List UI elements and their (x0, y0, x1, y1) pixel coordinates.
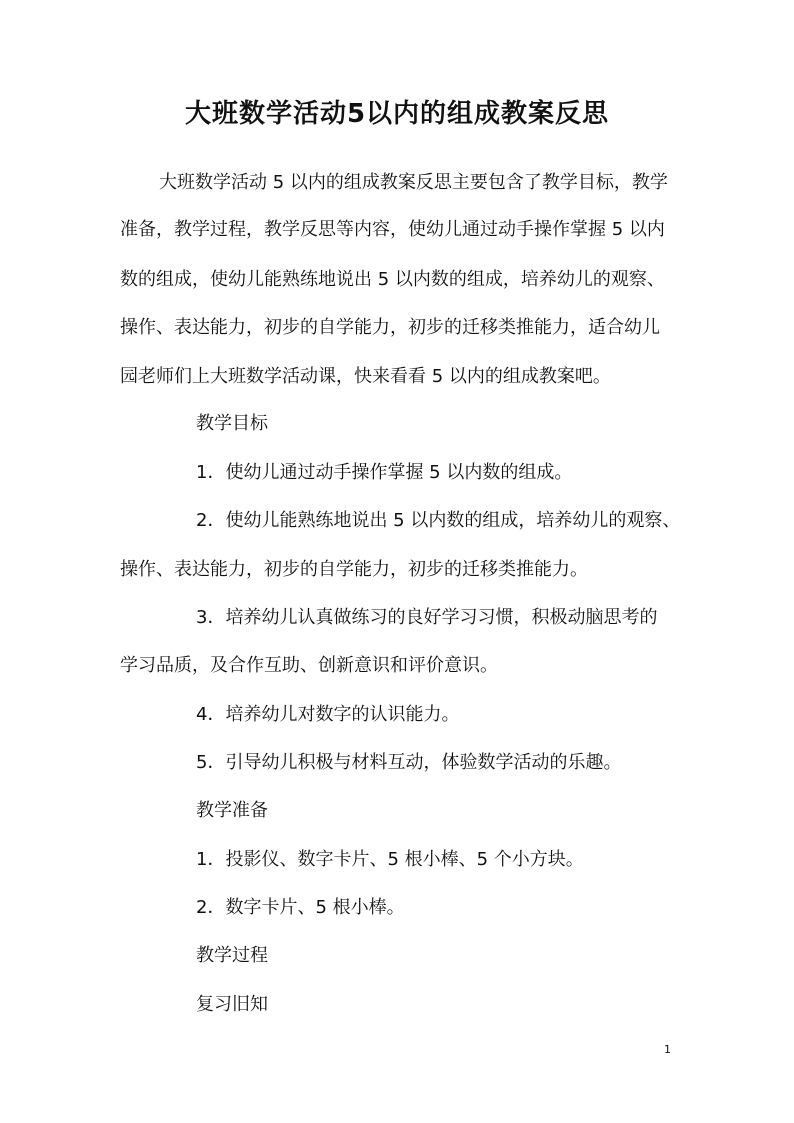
objective-5: 5．引导幼儿积极与材料互动，体验数学活动的乐趣。 (196, 752, 622, 773)
objective-3-cont: 学习品质，及合作互助、创新意识和评价意识。 (120, 655, 498, 676)
objective-3: 3．培养幼儿认真做练习的良好学习习惯，积极动脑思考的 (196, 607, 658, 628)
intro-line-5: 园老师们上大班数学活动课，快来看看 5 以内的组成教案吧。 (120, 366, 611, 387)
intro-line-3: 数的组成，使幼儿能熟练地说出 5 以内数的组成，培养幼儿的观察、 (120, 269, 665, 290)
heading-review: 复习旧知 (196, 994, 268, 1015)
heading-objectives: 教学目标 (196, 413, 268, 434)
heading-process: 教学过程 (196, 945, 268, 966)
objective-1: 1．使幼儿通过动手操作掌握 5 以内数的组成。 (196, 462, 573, 483)
page-number: 1 (664, 1043, 671, 1056)
intro-line-1: 大班数学活动 5 以内的组成教案反思主要包含了教学目标，教学 (159, 172, 668, 193)
objective-2: 2．使幼儿能熟练地说出 5 以内数的组成，培养幼儿的观察、 (196, 510, 681, 531)
objective-2-cont: 操作、表达能力，初步的自学能力，初步的迁移类推能力。 (120, 559, 588, 580)
document-title: 大班数学活动5以内的组成教案反思 (184, 99, 610, 129)
preparation-2: 2．数字卡片、5 根小棒。 (196, 897, 405, 918)
objective-4: 4．培养幼儿对数字的认识能力。 (196, 704, 460, 725)
heading-preparation: 教学准备 (196, 800, 268, 821)
preparation-1: 1．投影仪、数字卡片、5 根小棒、5 个小方块。 (196, 849, 584, 870)
intro-line-2: 准备，教学过程，教学反思等内容，使幼儿通过动手操作掌握 5 以内 (120, 219, 665, 240)
intro-line-4: 操作、表达能力，初步的自学能力，初步的迁移类推能力，适合幼儿 (120, 317, 660, 338)
